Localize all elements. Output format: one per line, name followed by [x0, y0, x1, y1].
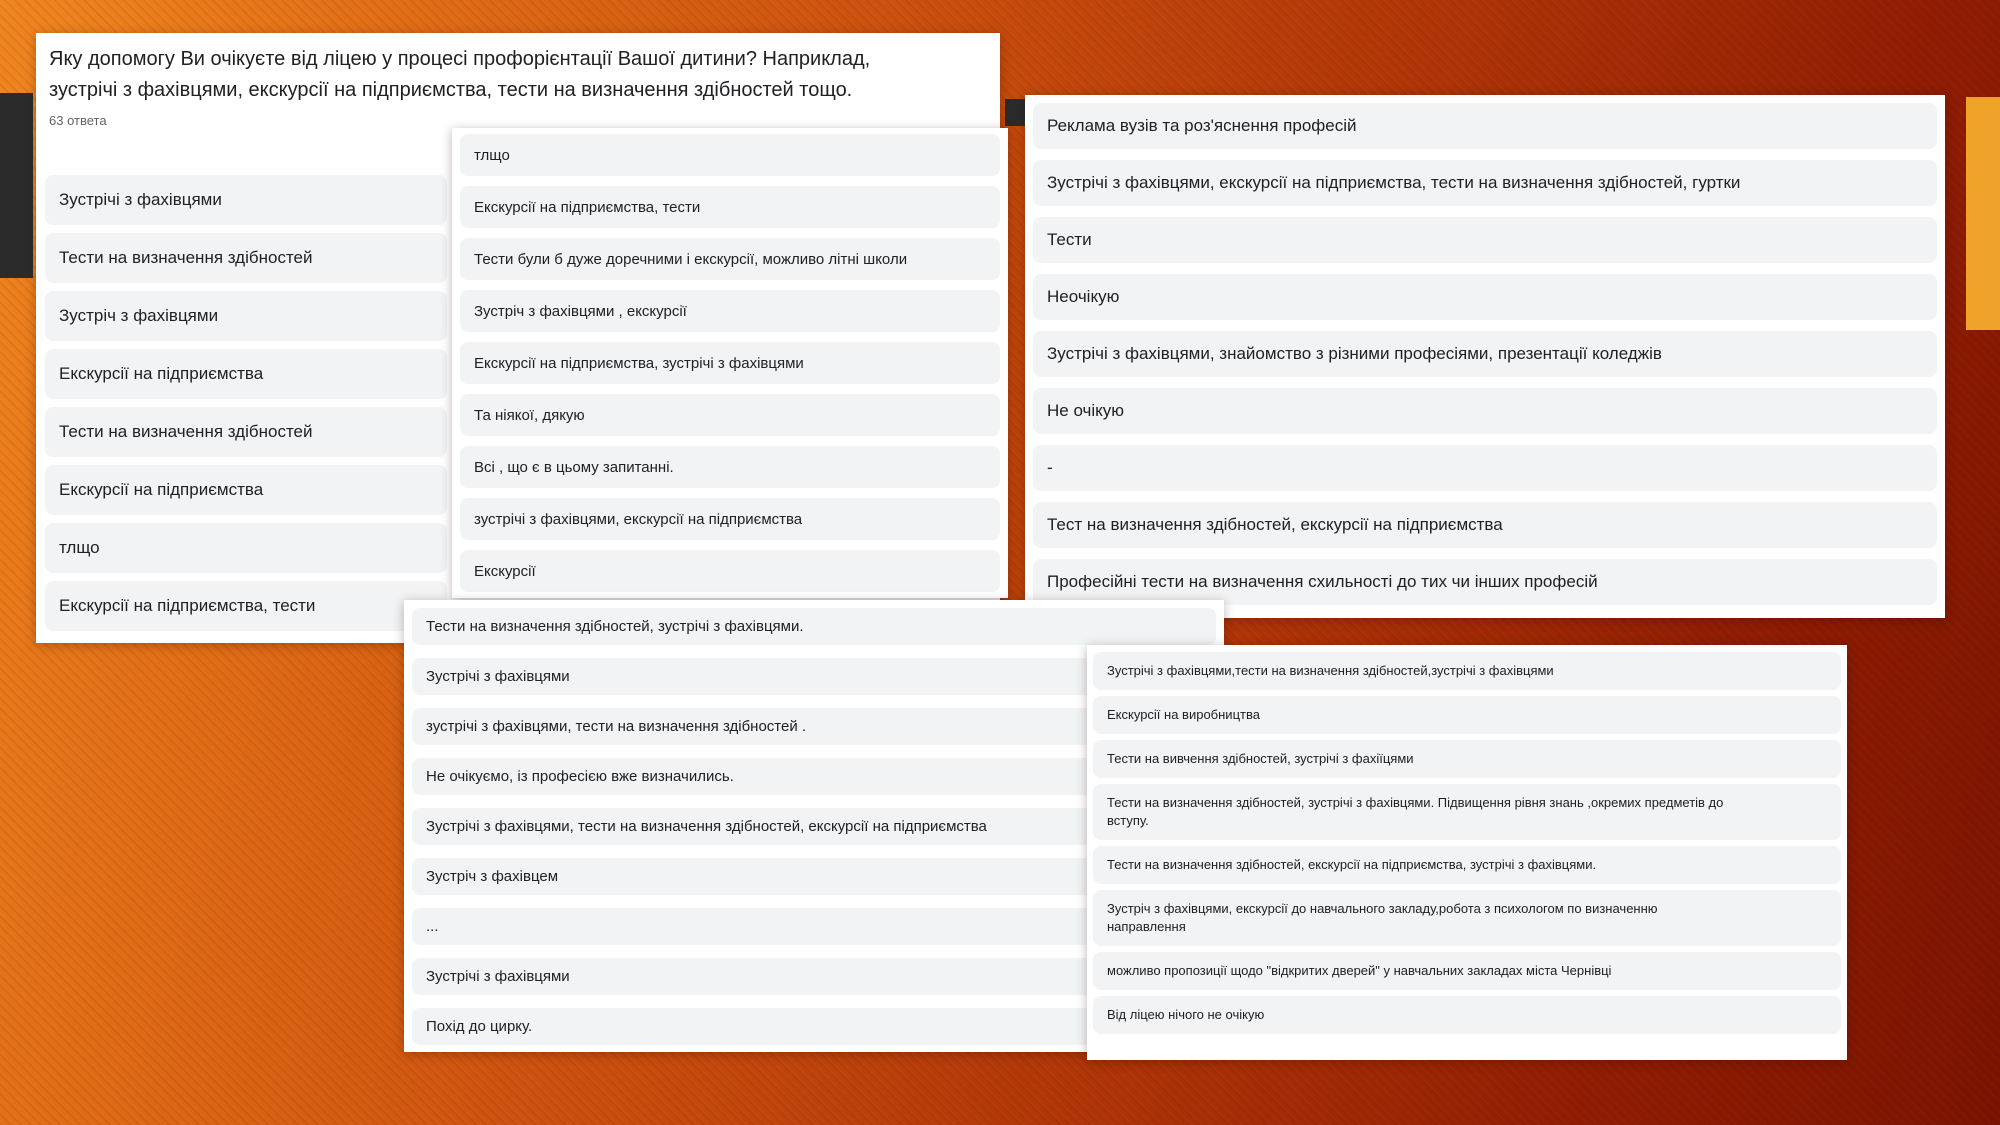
response-item — [45, 233, 447, 283]
response-text: Тести на визначення здібностей — [59, 422, 313, 441]
response-text: Екскурсії на виробництва — [1107, 707, 1260, 722]
response-item — [1033, 388, 1937, 434]
response-list-top-right — [1033, 103, 1937, 616]
response-item — [1033, 502, 1937, 548]
response-list-bottom-right — [1093, 652, 1841, 1040]
response-text: Тести на визначення здібностей, зустрічі з фахівцями. Підвищення рівня знань ,окремих предметів до вступу. — [1107, 795, 1724, 828]
response-item — [1033, 274, 1937, 320]
response-item — [460, 446, 1000, 488]
response-item — [45, 465, 447, 515]
response-text: Та ніякої, дякую — [474, 406, 585, 424]
response-text: Зустрічі з фахівцями, знайомство з різними професіями, презентації коледжів — [1047, 344, 1662, 363]
response-item — [460, 394, 1000, 436]
response-item — [1033, 160, 1937, 206]
response-text: Зустріч з фахівцями , екскурсії — [474, 302, 687, 320]
response-text: Тести на визначення здібностей, екскурсії на підприємства, зустрічі з фахівцями. — [1107, 857, 1597, 872]
response-item — [460, 290, 1000, 332]
response-text: Неочікую — [1047, 287, 1120, 306]
response-text: Тести — [1047, 230, 1092, 249]
response-text: Екскурсії — [474, 562, 536, 580]
response-item — [1033, 217, 1937, 263]
response-item — [460, 186, 1000, 228]
response-text: Професійні тести на визначення схильності до тих чи інших професій — [1047, 572, 1598, 591]
dark-accent-bar — [0, 93, 33, 278]
response-item — [1033, 559, 1937, 605]
response-text: Не очікуємо, із професією вже визначились. — [426, 767, 734, 785]
response-item — [1093, 652, 1841, 690]
response-item — [45, 349, 447, 399]
response-text: Екскурсії на підприємства — [59, 364, 264, 383]
response-text: Похід до цирку. — [426, 1017, 533, 1035]
response-text: Від ліцею нічого не очікую — [1107, 1007, 1265, 1022]
response-item — [1093, 696, 1841, 734]
dark-accent-fragment — [1005, 99, 1025, 126]
response-text: Всі , що є в цьому запитанні. — [474, 458, 674, 476]
response-text: Зустрічі з фахівцями — [426, 967, 570, 985]
response-text: Зустріч з фахівцем — [426, 867, 559, 885]
response-item — [1093, 784, 1841, 840]
response-item — [45, 175, 447, 225]
amber-accent-square — [1966, 97, 2000, 330]
response-text: Зустрічі з фахівцями, екскурсії на підприємства, тести на визначення здібностей, гуртки — [1047, 173, 1741, 192]
response-item — [460, 134, 1000, 176]
response-item — [45, 581, 447, 631]
response-text: Тест на визначення здібностей, екскурсії на підприємства — [1047, 515, 1503, 534]
response-text: ... — [426, 917, 439, 935]
response-text: Зустрічі з фахівцями — [426, 667, 570, 685]
response-text: Екскурсії на підприємства, зустрічі з фахівцями — [474, 354, 804, 372]
response-item — [1033, 103, 1937, 149]
response-text: можливо пропозиції щодо "відкритих дверей" у навчальних закладах міста Чернівці — [1107, 963, 1612, 978]
response-item — [45, 523, 447, 573]
response-text: Екскурсії на підприємства, тести — [59, 596, 316, 615]
response-text: Не очікую — [1047, 401, 1125, 420]
response-item — [1093, 740, 1841, 778]
response-text: Екскурсії на підприємства — [59, 480, 264, 499]
response-item — [1093, 846, 1841, 884]
response-item — [1093, 952, 1841, 990]
responses-panel-middle — [452, 128, 1008, 598]
response-text: Тести на визначення здібностей, зустрічі з фахівцями. — [426, 617, 804, 635]
response-item — [1033, 445, 1937, 491]
response-item — [460, 342, 1000, 384]
response-text: Тести були б дуже доречними і екскурсії, можливо літні школи — [474, 250, 908, 268]
response-item — [1093, 996, 1841, 1034]
response-item — [460, 550, 1000, 592]
response-text: тлщо — [474, 146, 510, 164]
responses-panel-top-right — [1025, 95, 1945, 618]
response-text: Тести на визначення здібностей — [59, 248, 313, 267]
response-text: Зустрічі з фахівцями, тести на визначення здібностей, екскурсії на підприємства — [426, 817, 987, 835]
response-item — [45, 407, 447, 457]
response-item — [1033, 331, 1937, 377]
question-text: Яку допомогу Ви очікуєте від ліцею у процесі профорієнтації Вашої дитини? Наприклад, зустрічі з фахівцями, екскурсії на підприємства, тести на визначення здібностей тощо. — [49, 48, 871, 101]
response-text: тлщо — [59, 538, 100, 557]
response-text: Зустрічі з фахівцями — [59, 190, 222, 209]
response-text: Екскурсії на підприємства, тести — [474, 198, 701, 216]
response-text: Тести на вивчення здібностей, зустрічі з фахіїцями — [1107, 751, 1414, 766]
response-text: зустрічі з фахівцями, тести на визначення здібностей . — [426, 717, 807, 735]
response-text: Зустріч з фахівцями — [59, 306, 219, 325]
response-item — [412, 608, 1216, 645]
response-text: - — [1047, 458, 1053, 477]
response-item — [1093, 890, 1841, 946]
responses-panel-bottom-right — [1087, 645, 1847, 1060]
response-text: Зустрічі з фахівцями,тести на визначення здібностей,зустрічі з фахівцями — [1107, 663, 1554, 678]
response-count: 63 ответа — [49, 113, 107, 128]
response-text: Зустріч з фахівцями, екскурсії до навчального закладу,робота з психологом по визначенню направлення — [1107, 901, 1658, 934]
response-item — [45, 291, 447, 341]
response-list-top-left — [45, 175, 447, 639]
response-text: зустрічі з фахівцями, екскурсії на підприємства — [474, 510, 803, 528]
response-list-middle — [460, 134, 1000, 602]
response-text: Реклама вузів та роз'яснення професій — [1047, 116, 1357, 135]
response-item — [460, 498, 1000, 540]
response-item — [460, 238, 1000, 280]
